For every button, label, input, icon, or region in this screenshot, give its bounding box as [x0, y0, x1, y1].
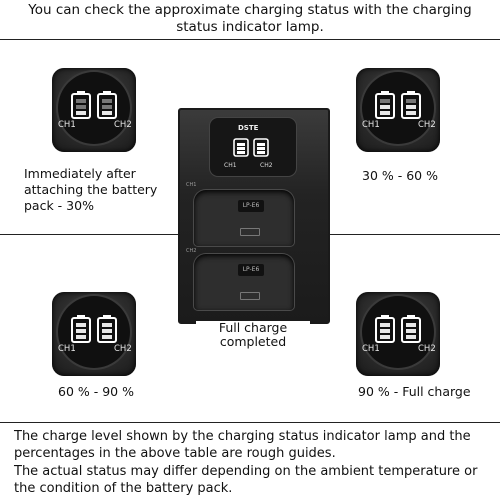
charger-side-ch2: CH2 [186, 248, 197, 254]
caption-top-left-1: Immediately after [24, 166, 136, 181]
ch2-label: CH2 [114, 120, 132, 130]
footer-line-2: percentages in the above table are rough guides. [14, 446, 336, 461]
full-charge-caption [196, 321, 310, 349]
battery-slot-1 [194, 190, 294, 246]
slot-2-contacts [240, 292, 260, 300]
indicator-panel-top-right [356, 68, 440, 152]
ch2-label: CH2 [418, 120, 436, 130]
charger-image [178, 108, 330, 324]
header-line-1: You can check the approximate charging status with the charging [28, 2, 472, 18]
top-divider [0, 39, 500, 40]
footer-line-3: The actual status may differ depending on the ambient temperature or [14, 464, 478, 479]
indicator-panel-top-left [52, 68, 136, 152]
ch2-label: CH2 [418, 344, 436, 354]
caption-bottom-right: 90 % - Full charge [358, 384, 471, 399]
charger-lamps-icon [232, 136, 272, 158]
brand-logo: DSTE [238, 124, 259, 132]
slot-1-label: LP-E6 [238, 200, 264, 212]
battery-lamps-icon [70, 314, 118, 344]
full-charge-line-2: completed [219, 334, 287, 349]
charger-side-ch1: CH1 [186, 182, 197, 188]
ch1-label: CH1 [58, 344, 76, 354]
header-line-2: status indicator lamp. [176, 19, 324, 35]
caption-top-left-3: pack - 30% [24, 198, 94, 213]
slot-2-label: LP-E6 [238, 264, 264, 276]
battery-lamps-icon [70, 90, 118, 120]
battery-slot-2 [194, 254, 294, 310]
footer-line-1: The charge level shown by the charging status indicator lamp and the [14, 429, 471, 444]
indicator-panel-bottom-left [52, 292, 136, 376]
caption-bottom-left: 60 % - 90 % [58, 384, 134, 399]
caption-top-right: 30 % - 60 % [362, 168, 438, 183]
charger-ch1-label: CH1 [224, 162, 237, 169]
ch1-label: CH1 [58, 120, 76, 130]
ch1-label: CH1 [362, 344, 380, 354]
battery-lamps-icon [374, 314, 422, 344]
full-charge-line-1: Full charge [218, 320, 288, 335]
slot-1-contacts [240, 228, 260, 236]
indicator-panel-bottom-right [356, 292, 440, 376]
footer-line-4: the condition of the battery pack. [14, 481, 233, 496]
bottom-divider [0, 422, 500, 423]
battery-lamps-icon [374, 90, 422, 120]
ch1-label: CH1 [362, 120, 380, 130]
caption-top-left-2: attaching the battery [24, 182, 158, 197]
ch2-label: CH2 [114, 344, 132, 354]
charger-ch2-label: CH2 [260, 162, 273, 169]
